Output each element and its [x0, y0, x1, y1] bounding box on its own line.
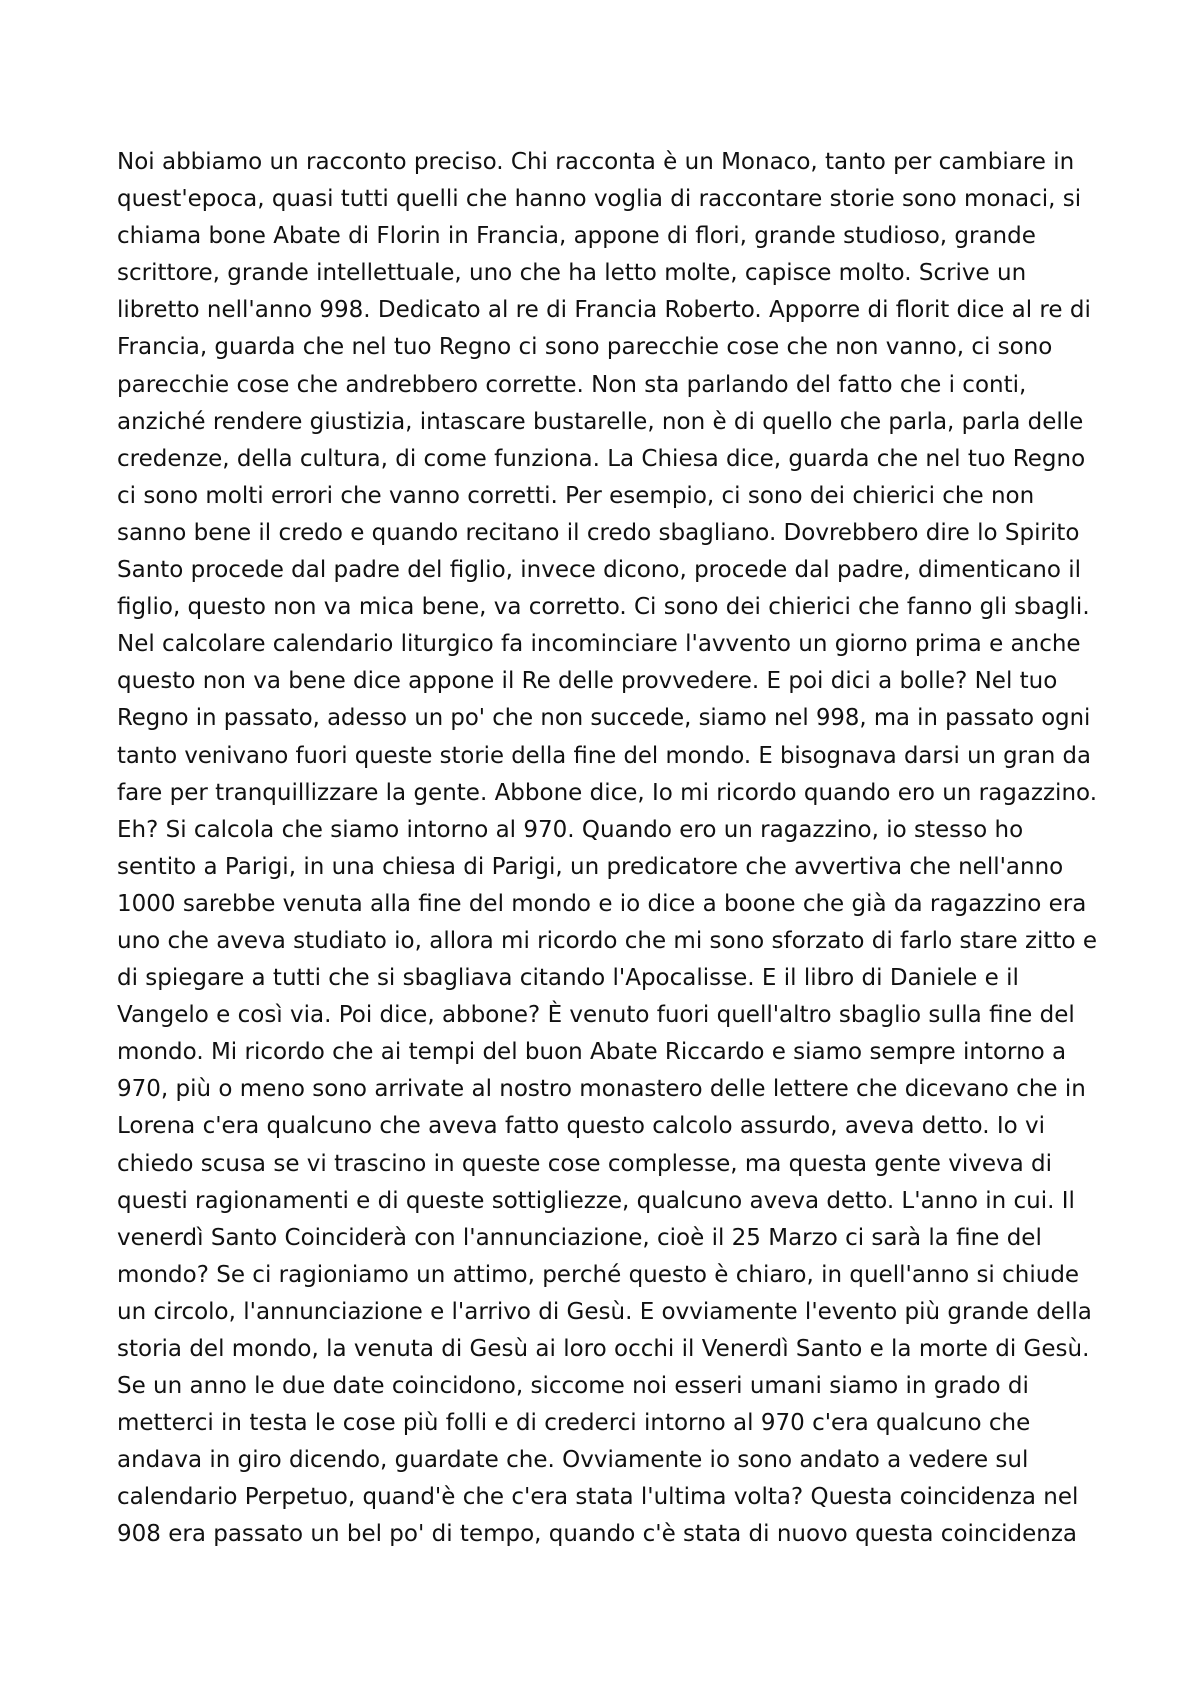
- text-line: 1000 sarebbe venuta alla fine del mondo e io dice a boone che già da ragazzino era: [117, 890, 1087, 917]
- text-line: calendario Perpetuo, quand'è che c'era stata l'ultima volta? Questa coincidenza nel: [117, 1484, 1079, 1511]
- text-line: parecchie cose che andrebbero corrette. Non sta parlando del fatto che i conti,: [117, 371, 1027, 398]
- text-line: un circolo, l'annunciazione e l'arrivo di Gesù. E ovviamente l'evento più grande della: [117, 1298, 1092, 1325]
- text-line: Nel calcolare calendario liturgico fa incominciare l'avvento un giorno prima e anche: [117, 631, 1081, 658]
- text-line: venerdì Santo Coinciderà con l'annunciazione, cioè il 25 Marzo ci sarà la fine del: [117, 1224, 1042, 1251]
- text-line: Se un anno le due date coincidono, siccome noi esseri umani siamo in grado di: [117, 1373, 1029, 1400]
- text-line: quest'epoca, quasi tutti quelli che hanno voglia di raccontare storie sono monaci, si: [117, 186, 1082, 213]
- text-line: Santo procede dal padre del figlio, invece dicono, procede dal padre, dimenticano il: [117, 557, 1081, 584]
- text-line: metterci in testa le cose più folli e di crederci intorno al 970 c'era qualcuno che: [117, 1410, 1031, 1437]
- text-line: sanno bene il credo e quando recitano il credo sbagliano. Dovrebbero dire lo Spirito: [117, 519, 1080, 546]
- text-line: figlio, questo non va mica bene, va corretto. Ci sono dei chierici che fanno gli sbagli.: [117, 594, 1090, 621]
- text-line: chiama bone Abate di Florin in Francia, appone di flori, grande studioso, grande: [117, 223, 1036, 250]
- text-line: andava in giro dicendo, guardate che. Ovviamente io sono andato a vedere sul: [117, 1447, 1029, 1474]
- text-line: Vangelo e così via. Poi dice, abbone? È venuto fuori quell'altro sbaglio sulla fine del: [117, 1002, 1075, 1029]
- text-line: di spiegare a tutti che si sbagliava citando l'Apocalisse. E il libro di Daniele e il: [117, 965, 1019, 992]
- text-line: libretto nell'anno 998. Dedicato al re di Francia Roberto. Apporre di florit dice al re di: [117, 297, 1091, 324]
- text-line: 970, più o meno sono arrivate al nostro monastero delle lettere che dicevano che in: [117, 1076, 1086, 1103]
- body-text: [117, 144, 1097, 1554]
- text-line: Noi abbiamo un racconto preciso. Chi racconta è un Monaco, tanto per cambiare in: [117, 149, 1075, 175]
- text-line: mondo? Se ci ragioniamo un attimo, perché questo è chiaro, in quell'anno si chiude: [117, 1261, 1080, 1288]
- text-line: chiedo scusa se vi trascino in queste cose complesse, ma questa gente viveva di: [117, 1150, 1052, 1177]
- text-line: questi ragionamenti e di queste sottigliezze, qualcuno aveva detto. L'anno in cui. Il: [117, 1187, 1075, 1214]
- text-line: 908 era passato un bel po' di tempo, quando c'è stata di nuovo questa coincidenza: [117, 1521, 1078, 1548]
- text-line: Regno in passato, adesso un po' che non succede, siamo nel 998, ma in passato ogni: [117, 705, 1091, 732]
- text-line: credenze, della cultura, di come funziona. La Chiesa dice, guarda che nel tuo Regno: [117, 445, 1086, 472]
- text-line: mondo. Mi ricordo che ai tempi del buon Abate Riccardo e siamo sempre intorno a: [117, 1039, 1067, 1066]
- text-line: tanto venivano fuori queste storie della fine del mondo. E bisognava darsi un gran da: [117, 742, 1091, 769]
- text-line: ci sono molti errori che vanno corretti. Per esempio, ci sono dei chierici che non: [117, 482, 1035, 509]
- text-line: Francia, guarda che nel tuo Regno ci sono parecchie cose che non vanno, ci sono: [117, 334, 1053, 361]
- text-line: sentito a Parigi, in una chiesa di Parigi, un predicatore che avvertiva che nell'anno: [117, 853, 1064, 880]
- text-line: Lorena c'era qualcuno che aveva fatto questo calcolo assurdo, aveva detto. Io vi: [117, 1113, 1045, 1140]
- text-line: questo non va bene dice appone il Re delle provvedere. E poi dici a bolle? Nel tuo: [117, 668, 1058, 695]
- text-line: anziché rendere giustizia, intascare bustarelle, non è di quello che parla, parla delle: [117, 408, 1084, 435]
- text-line: uno che aveva studiato io, allora mi ricordo che mi sono sforzato di farlo stare zitto e: [117, 927, 1097, 954]
- text-line: fare per tranquillizzare la gente. Abbone dice, Io mi ricordo quando ero un ragazzino.: [117, 779, 1098, 806]
- text-line: storia del mondo, la venuta di Gesù ai loro occhi il Venerdì Santo e la morte di Gesù.: [117, 1336, 1090, 1362]
- text-line: scrittore, grande intellettuale, uno che ha letto molte, capisce molto. Scrive un: [117, 260, 1027, 287]
- text-line: Eh? Si calcola che siamo intorno al 970. Quando ero un ragazzino, io stesso ho: [117, 816, 1024, 843]
